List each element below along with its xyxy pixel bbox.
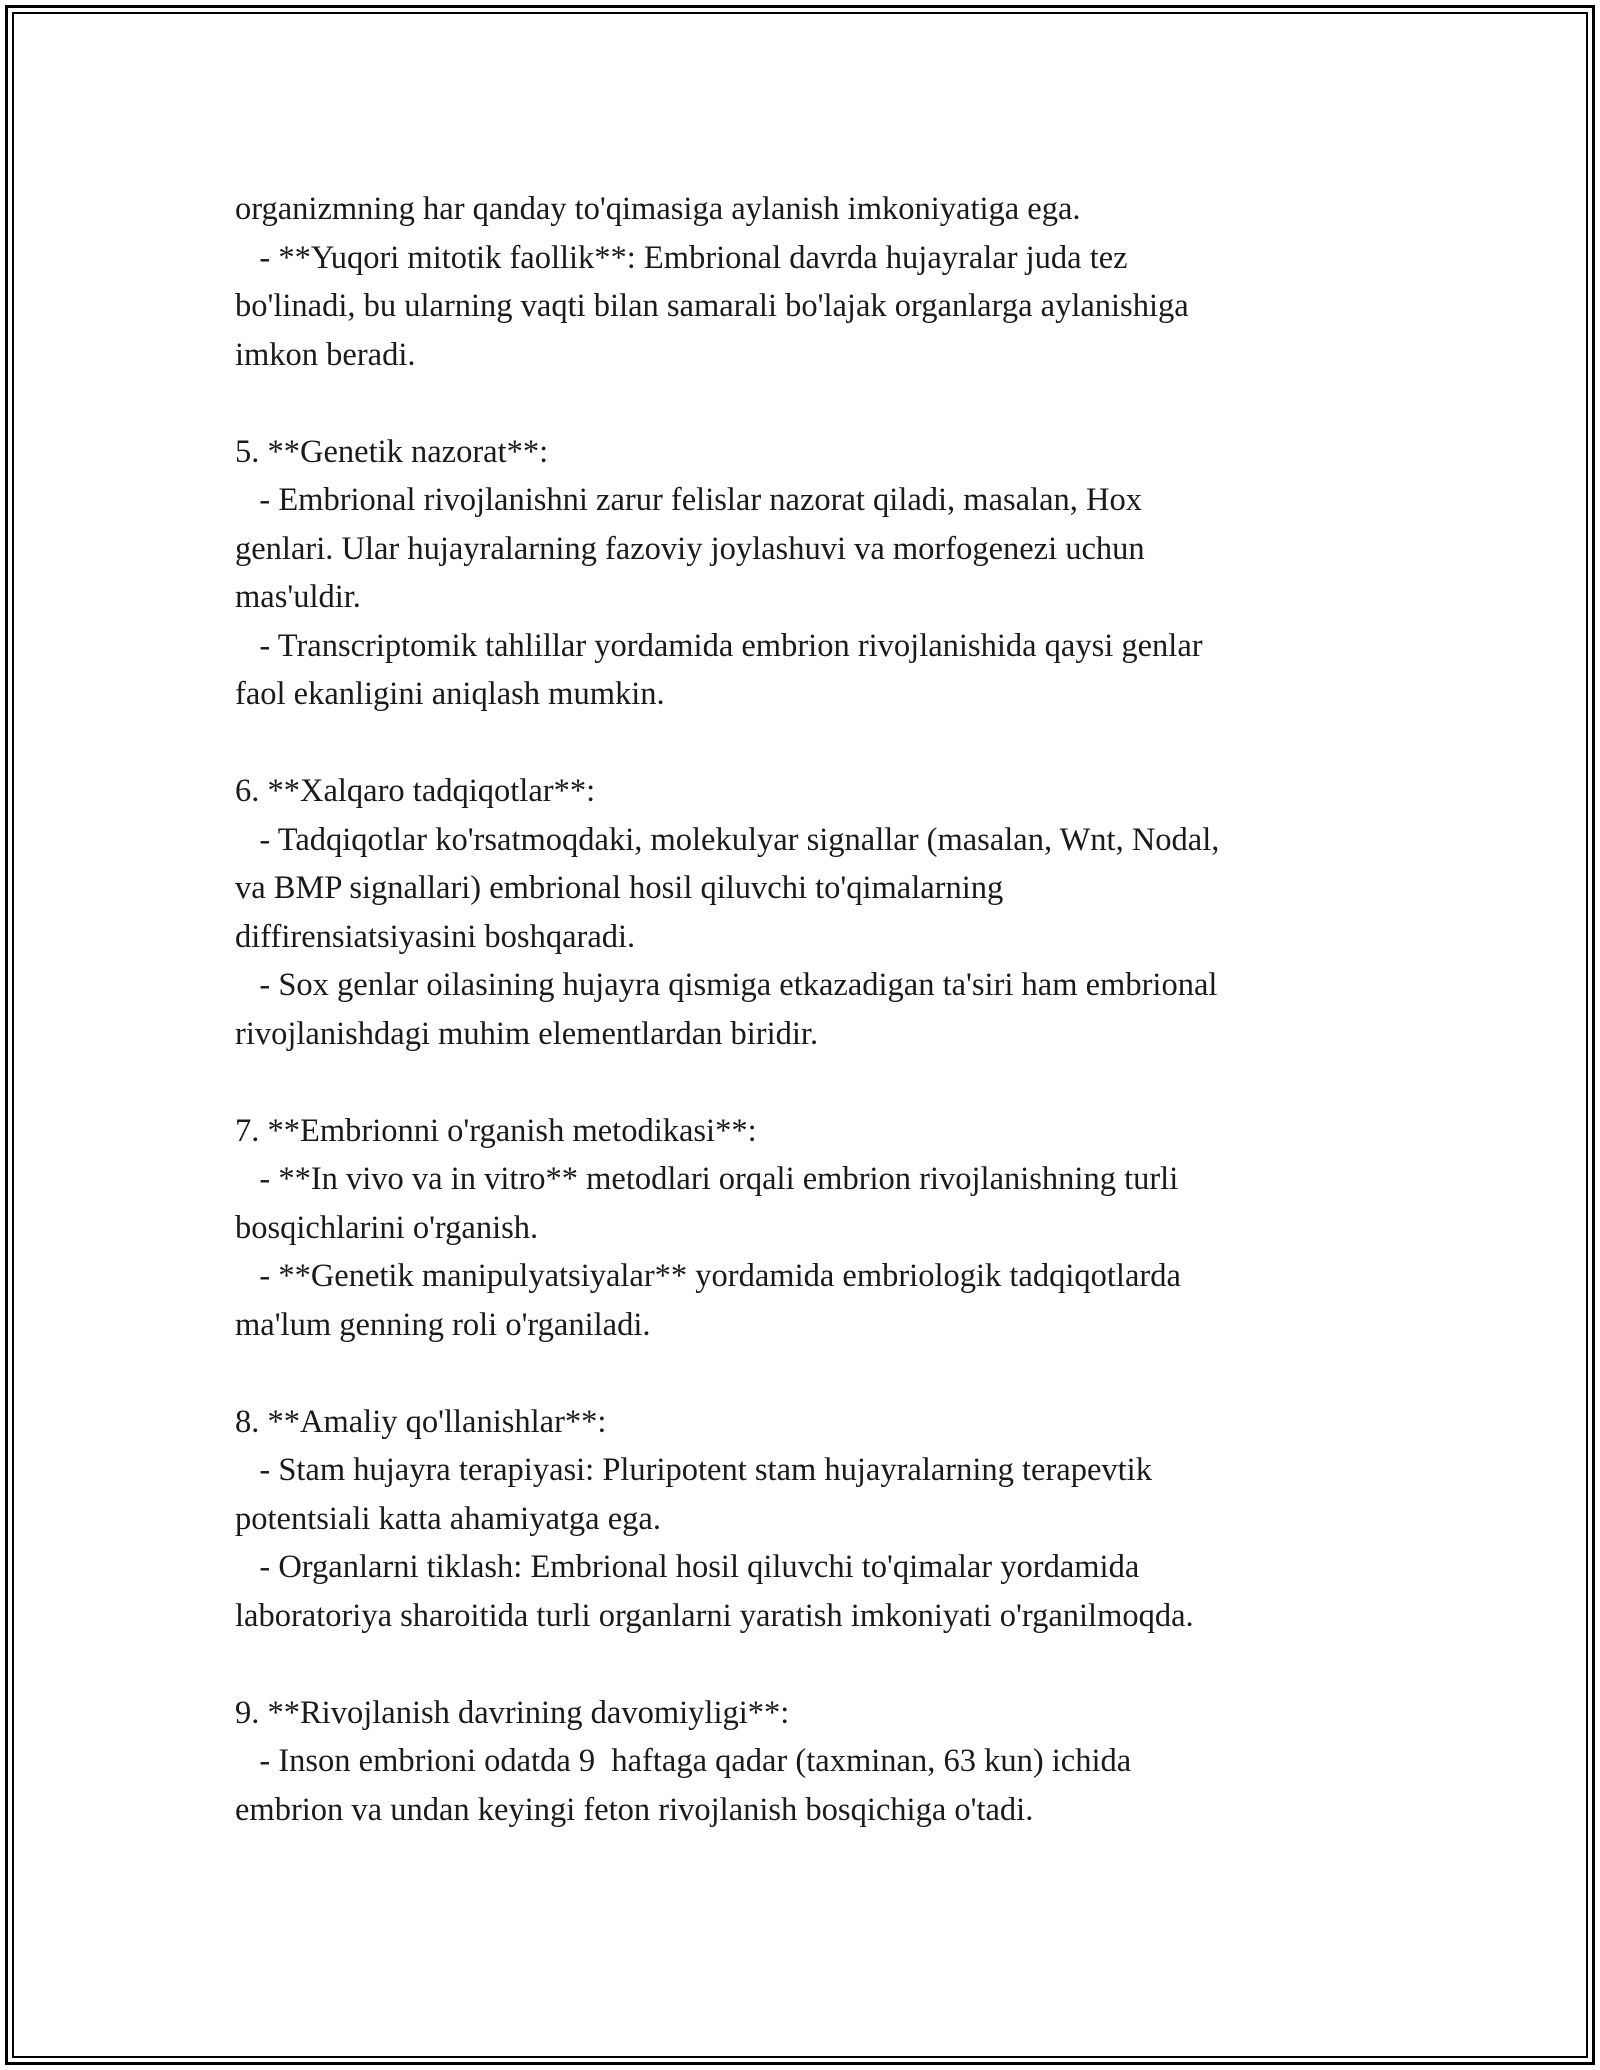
text-line: bo'linadi, bu ularning vaqti bilan samarali bo'lajak organlarga aylanishiga [235, 288, 1189, 324]
text-line: - **Genetik manipulyatsiyalar** yordamida embriologik tadqiqotlarda [235, 1258, 1181, 1294]
text-line: ma'lum genning roli o'rganiladi. [235, 1306, 651, 1343]
blank-line [235, 1058, 1375, 1107]
text-line: potentsiali katta ahamiyatga ega. [235, 1500, 661, 1537]
text-line: rivojlanishdagi muhim elementlardan biridir. [235, 1015, 819, 1052]
text-line: - **In vivo va in vitro** metodlari orqali embrion rivojlanishning turli [235, 1161, 1179, 1197]
blank-line [235, 1349, 1375, 1398]
blank-line [235, 379, 1375, 428]
text-line: - Sox genlar oilasining hujayra qismiga etkazadigan ta'siri ham embrional [235, 967, 1218, 1003]
text-line: - Transcriptomik tahlillar yordamida embrion rivojlanishida qaysi genlar [235, 627, 1203, 664]
text-line: genlari. Ular hujayralarning fazoviy joylashuvi va morfogenezi uchun [235, 530, 1145, 567]
text-line: laboratoriya sharoitida turli organlarni yaratish imkoniyati o'rganilmoqda. [235, 1597, 1194, 1634]
section-heading: 6. **Xalqaro tadqiqotlar**: [235, 773, 596, 809]
text-line: faol ekanligini aniqlash mumkin. [235, 676, 665, 712]
section-heading: 7. **Embrionni o'rganish metodikasi**: [235, 1112, 757, 1149]
section-heading: 8. **Amaliy qo'llanishlar**: [235, 1403, 607, 1440]
text-line: - Inson embrioni odatda 9 haftaga qadar (taxminan, 63 kun) ichida [235, 1743, 1132, 1779]
section-heading: 5. **Genetik nazorat**: [235, 433, 549, 470]
section-heading: 9. **Rivojlanish davrining davomiyligi**: [235, 1694, 790, 1731]
text-line: - Embrional rivojlanishni zarur felislar nazorat qiladi, masalan, Hox [235, 482, 1143, 518]
text-line: - Stam hujayra terapiyasi: Pluripotent stam hujayralarning terapevtik [235, 1452, 1152, 1488]
blank-line [235, 719, 1375, 768]
text-line: - Tadqiqotlar ko'rsatmoqdaki, molekulyar signallar (masalan, Wnt, Nodal, [235, 821, 1220, 858]
text-line: - **Yuqori mitotik faollik**: Embrional davrda hujayralar juda tez [235, 239, 1128, 276]
text-line: mas'uldir. [235, 579, 361, 615]
document-body [235, 185, 1375, 1834]
text-line: diffirensiatsiyasini boshqaradi. [235, 918, 636, 955]
blank-line [235, 1640, 1375, 1689]
text-line: embrion va undan keyingi feton rivojlanish bosqichiga o'tadi. [235, 1791, 1034, 1828]
text-line: imkon beradi. [235, 336, 416, 373]
text-line: - Organlarni tiklash: Embrional hosil qiluvchi to'qimalar yordamida [235, 1549, 1140, 1585]
text-line: organizmning har qanday to'qimasiga aylanish imkoniyatiga ega. [235, 191, 1081, 227]
text-line: va BMP signallari) embrional hosil qiluvchi to'qimalarning [235, 870, 1004, 906]
text-line: bosqichlarini o'rganish. [235, 1209, 539, 1246]
